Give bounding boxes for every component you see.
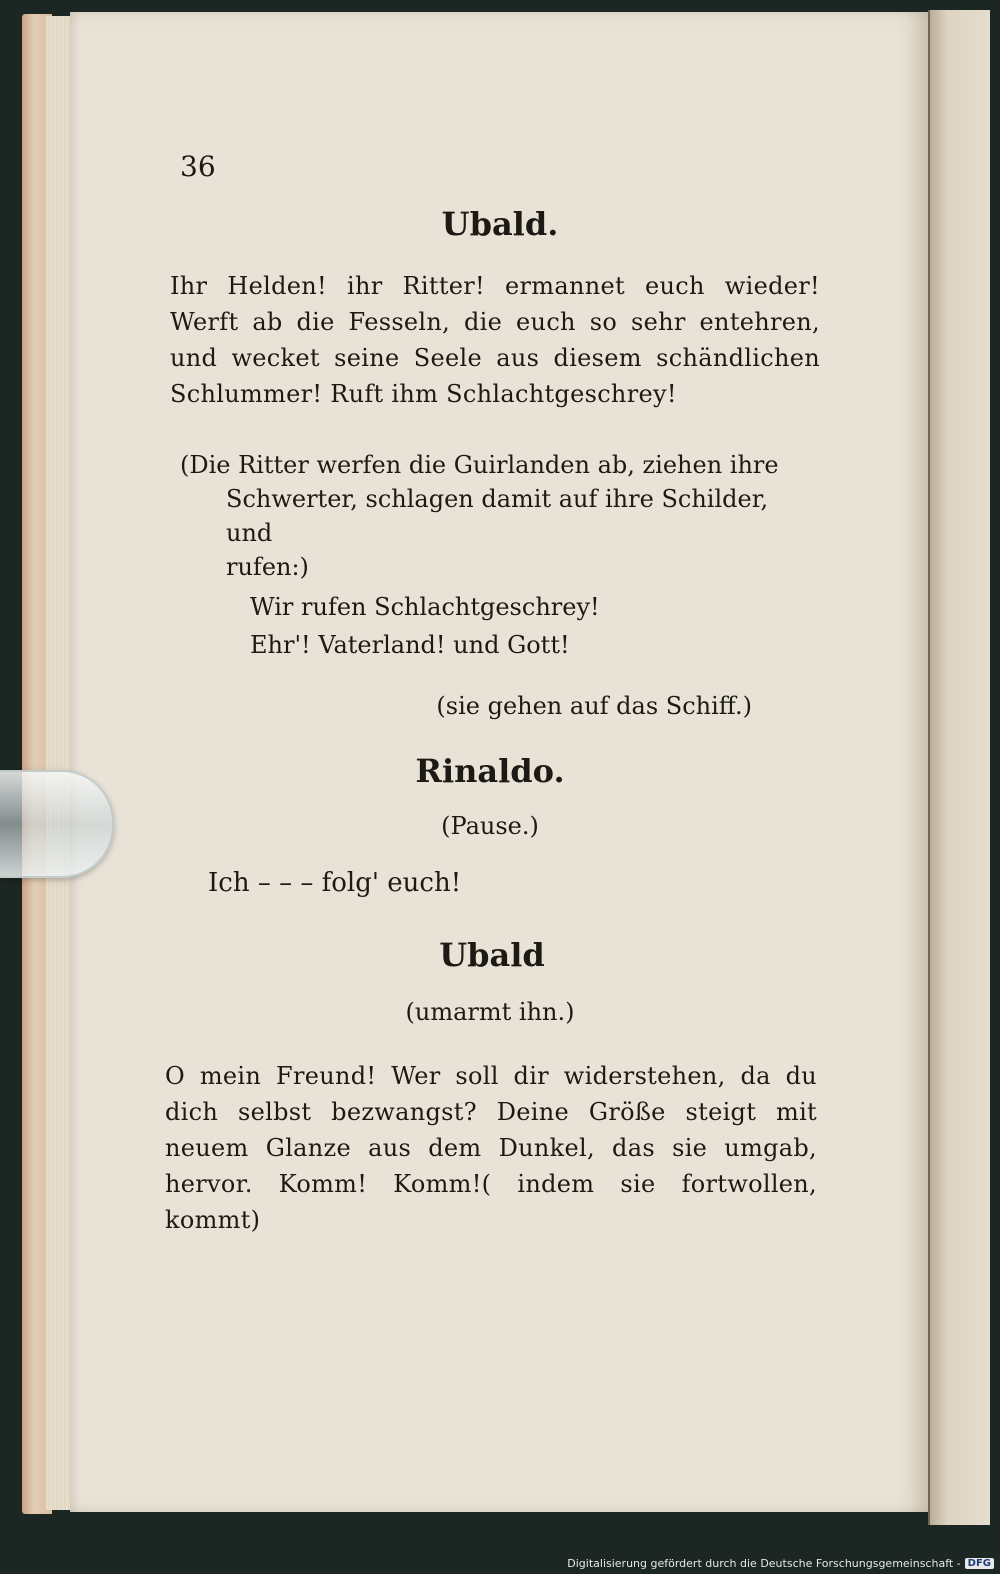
- stage-direction-knights: [180, 448, 820, 584]
- speaker-heading-rinaldo: Rinaldo.: [415, 752, 565, 790]
- stage-direction-line: rufen:): [226, 553, 309, 581]
- stage-direction-embrace: (umarmt ihn.): [405, 998, 575, 1026]
- page-number: 36: [180, 150, 216, 183]
- stage-direction-ship: (sie gehen auf das Schiff.): [436, 692, 752, 720]
- verse-battle-cry: [250, 588, 600, 664]
- stage-direction-line: Schwerter, schlagen damit auf ihre Schilder, und: [226, 485, 769, 547]
- verse-line: Ehr'! Vaterland! und Gott!: [250, 631, 570, 659]
- dfg-logo-icon: DFG: [965, 1558, 994, 1569]
- digitization-credit: [567, 1557, 994, 1570]
- verse-line: Wir rufen Schlachtgeschrey!: [250, 593, 600, 621]
- paragraph-ubald-final: O mein Freund! Wer soll dir widerstehen, da du dich selbst bezwangst? Deine Größe steigt mit neuem Glanze aus dem Dunkel, das sie umgab, hervor. Komm! Komm!( indem sie fortwollen, kommt): [165, 1062, 817, 1234]
- speaker-heading-ubald-2: Ubald: [439, 936, 545, 974]
- credit-text: Digitalisierung gefördert durch die Deutsche Forschungsgemeinschaft -: [567, 1557, 961, 1570]
- page-clip: [0, 770, 114, 878]
- speaker-heading-ubald: Ubald.: [441, 205, 559, 243]
- rinaldo-line: Ich – – – folg' euch!: [208, 868, 462, 898]
- stage-direction-line: (Die Ritter werfen die Guirlanden ab, ziehen ihre: [180, 451, 779, 479]
- paragraph-ubald-speech: Ihr Helden! ihr Ritter! ermannet euch wieder! Werft ab die Fesseln, die euch so sehr entehren, und wecket seine Seele aus diesem schändlichen Schlummer! Ruft ihm Schlachtgeschrey!: [170, 272, 820, 408]
- stage-direction-pause: (Pause.): [441, 812, 539, 840]
